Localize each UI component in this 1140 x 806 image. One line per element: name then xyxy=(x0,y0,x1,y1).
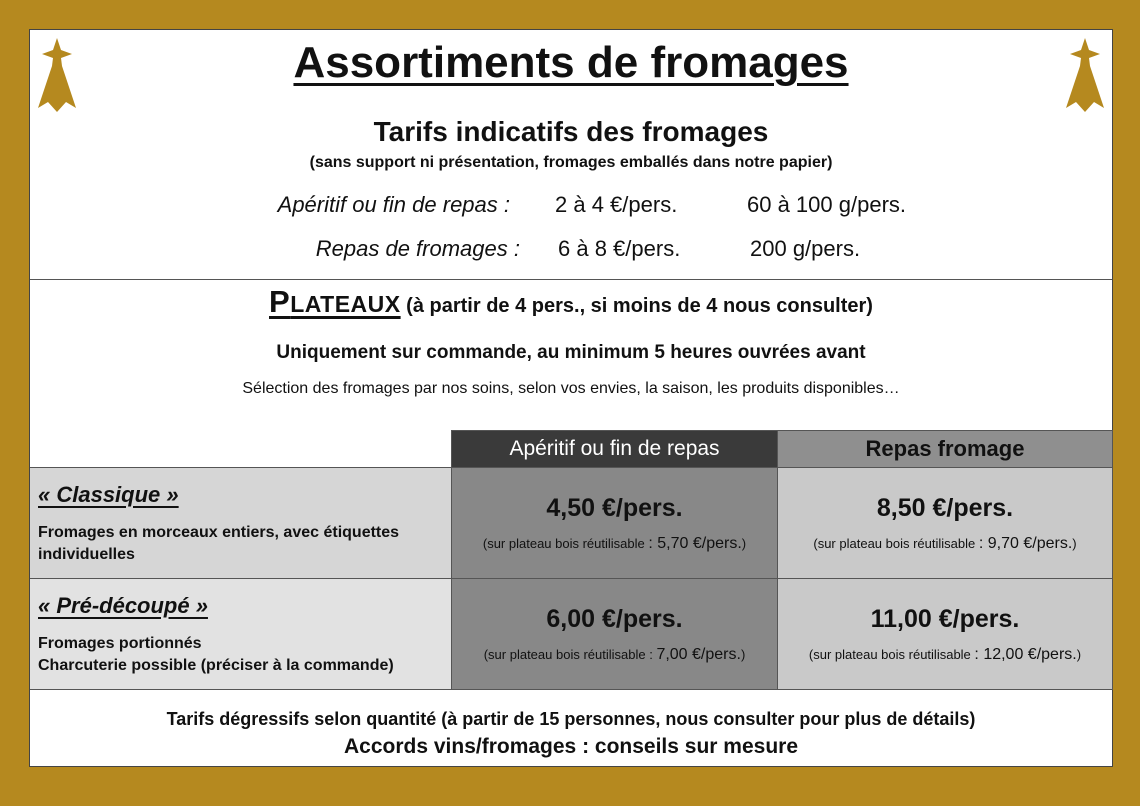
price-note: (sur plateau bois réutilisable : 5,70 €/pers.) xyxy=(482,535,747,552)
page-title: Assortiments de fromages xyxy=(293,38,849,87)
rate-row-aperitif xyxy=(30,192,1112,222)
rate-label: Apéritif ou fin de repas : xyxy=(277,192,510,217)
rate-price: 2 à 4 €/pers. xyxy=(555,192,678,217)
selection-note: Sélection des fromages par nos soins, selon vos envies, la saison, les produits disponibles… xyxy=(242,380,900,397)
divider xyxy=(30,279,1112,280)
table-row-predecoupe-label xyxy=(30,579,452,690)
tarifs-title: Tarifs indicatifs des fromages xyxy=(373,116,769,147)
plateaux-condition: (à partir de 4 pers., si moins de 4 nous consulter) xyxy=(406,295,873,317)
price-value: 8,50 €/pers. xyxy=(876,494,1014,522)
price-cell xyxy=(778,468,1113,579)
rate-weight: 60 à 100 g/pers. xyxy=(747,192,907,217)
price-note: (sur plateau bois réutilisable : 9,70 €/pers.) xyxy=(813,535,1077,552)
plateaux-title: PLATEAUX xyxy=(269,284,401,319)
rate-weight: 200 g/pers. xyxy=(750,236,861,261)
column-header-aperitif: Apéritif ou fin de repas xyxy=(451,430,778,468)
price-cell xyxy=(778,579,1113,690)
plateaux-heading xyxy=(30,284,1112,320)
footer-note: Tarifs dégressifs selon quantité (à partir de 15 personnes, nous consulter pour plus de détails) xyxy=(166,709,976,729)
rate-row-repas xyxy=(30,236,1112,266)
order-note: Uniquement sur commande, au minimum 5 heures ouvrées avant xyxy=(276,342,866,363)
row-name: « Pré-découpé » xyxy=(38,593,208,618)
price-note: (sur plateau bois réutilisable : 7,00 €/pers.) xyxy=(483,646,746,663)
price-note: (sur plateau bois réutilisable : 12,00 €/pers.) xyxy=(808,646,1082,663)
price-value: 11,00 €/pers. xyxy=(870,605,1020,633)
price-value: 6,00 €/pers. xyxy=(546,605,683,633)
price-value: 4,50 €/pers. xyxy=(546,494,683,522)
rate-label: Repas de fromages : xyxy=(315,236,520,261)
rate-price: 6 à 8 €/pers. xyxy=(558,236,681,261)
tarifs-subtitle: (sans support ni présentation, fromages emballés dans notre papier) xyxy=(309,154,833,171)
row-description: Fromages portionnés Charcuterie possible (préciser à la commande) xyxy=(38,635,394,674)
footer-advice: Accords vins/fromages : conseils sur mesure xyxy=(343,735,798,758)
price-cell xyxy=(451,468,778,579)
row-description: Fromages en morceaux entiers, avec étiquettes individuelles xyxy=(38,524,400,563)
row-name: « Classique » xyxy=(38,482,179,507)
table-row-classique-label xyxy=(30,468,452,579)
price-cell xyxy=(451,579,778,690)
price-sheet xyxy=(29,29,1113,767)
column-header-repas: Repas fromage xyxy=(778,430,1113,468)
